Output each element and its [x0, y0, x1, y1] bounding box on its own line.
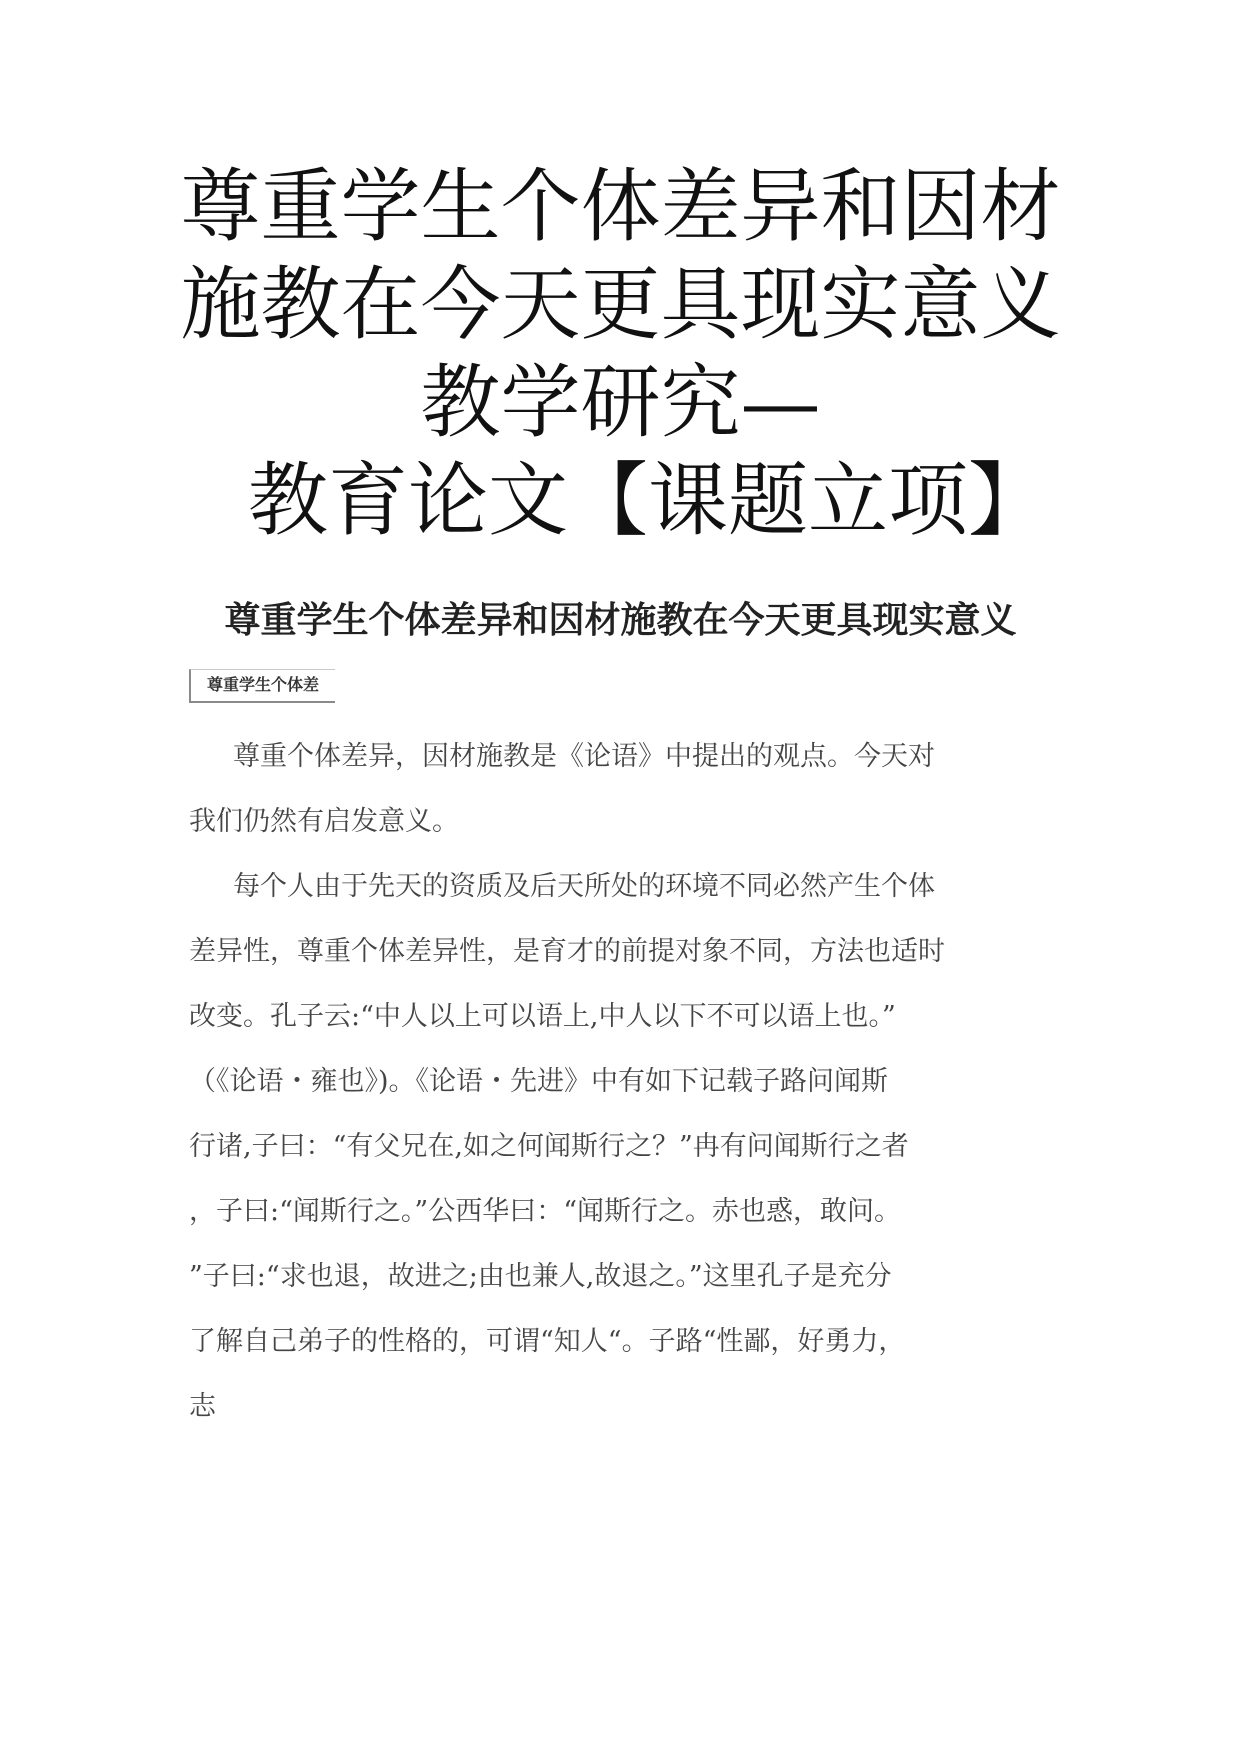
body-line: ”子曰:“求也退，故进之;由也兼人,故退之。”这里孔子是充分	[189, 1261, 892, 1292]
article-body	[189, 724, 1069, 1439]
body-line: 差异性，尊重个体差异性，是育才的前提对象不同，方法也适时	[189, 936, 945, 967]
title-line-3: 教学研究—	[420, 356, 821, 449]
body-line: ，子曰:“闻斯行之。”公西华曰：“闻斯行之。赤也惑，敢问。	[189, 1196, 902, 1227]
tag-label: 尊重学生个体差	[189, 669, 335, 703]
title-line-2: 施教在今天更具现实意义	[180, 258, 1061, 351]
title-line-4: 教育论文【课题立项】	[248, 454, 1048, 547]
body-line: 了解自己弟子的性格的，可谓“知人“。子路“性鄙，好勇力，	[189, 1326, 906, 1357]
title-line-1: 尊重学生个体差异和因材	[180, 160, 1061, 253]
body-line: 行诸,子曰：“有父兄在,如之何闻斯行之？”冉有问闻斯行之者	[189, 1131, 909, 1162]
body-line: 尊重个体差异，因材施教是《论语》中提出的观点。今天对	[233, 741, 935, 772]
body-line: 改变。孔子云:“中人以上可以语上,中人以下不可以语上也。”	[189, 1001, 896, 1032]
body-line: 每个人由于先天的资质及后天所处的环境不同必然产生个体	[233, 871, 935, 902]
body-line: 我们仍然有启发意义。	[189, 806, 459, 837]
body-line: 志	[189, 1391, 216, 1422]
article-heading: 尊重学生个体差异和因材施教在今天更具现实意义	[224, 600, 1017, 641]
document-title	[150, 158, 1091, 550]
body-line: （《论语・雍也》)。《论语・先进》中有如下记载子路问闻斯	[189, 1066, 889, 1097]
